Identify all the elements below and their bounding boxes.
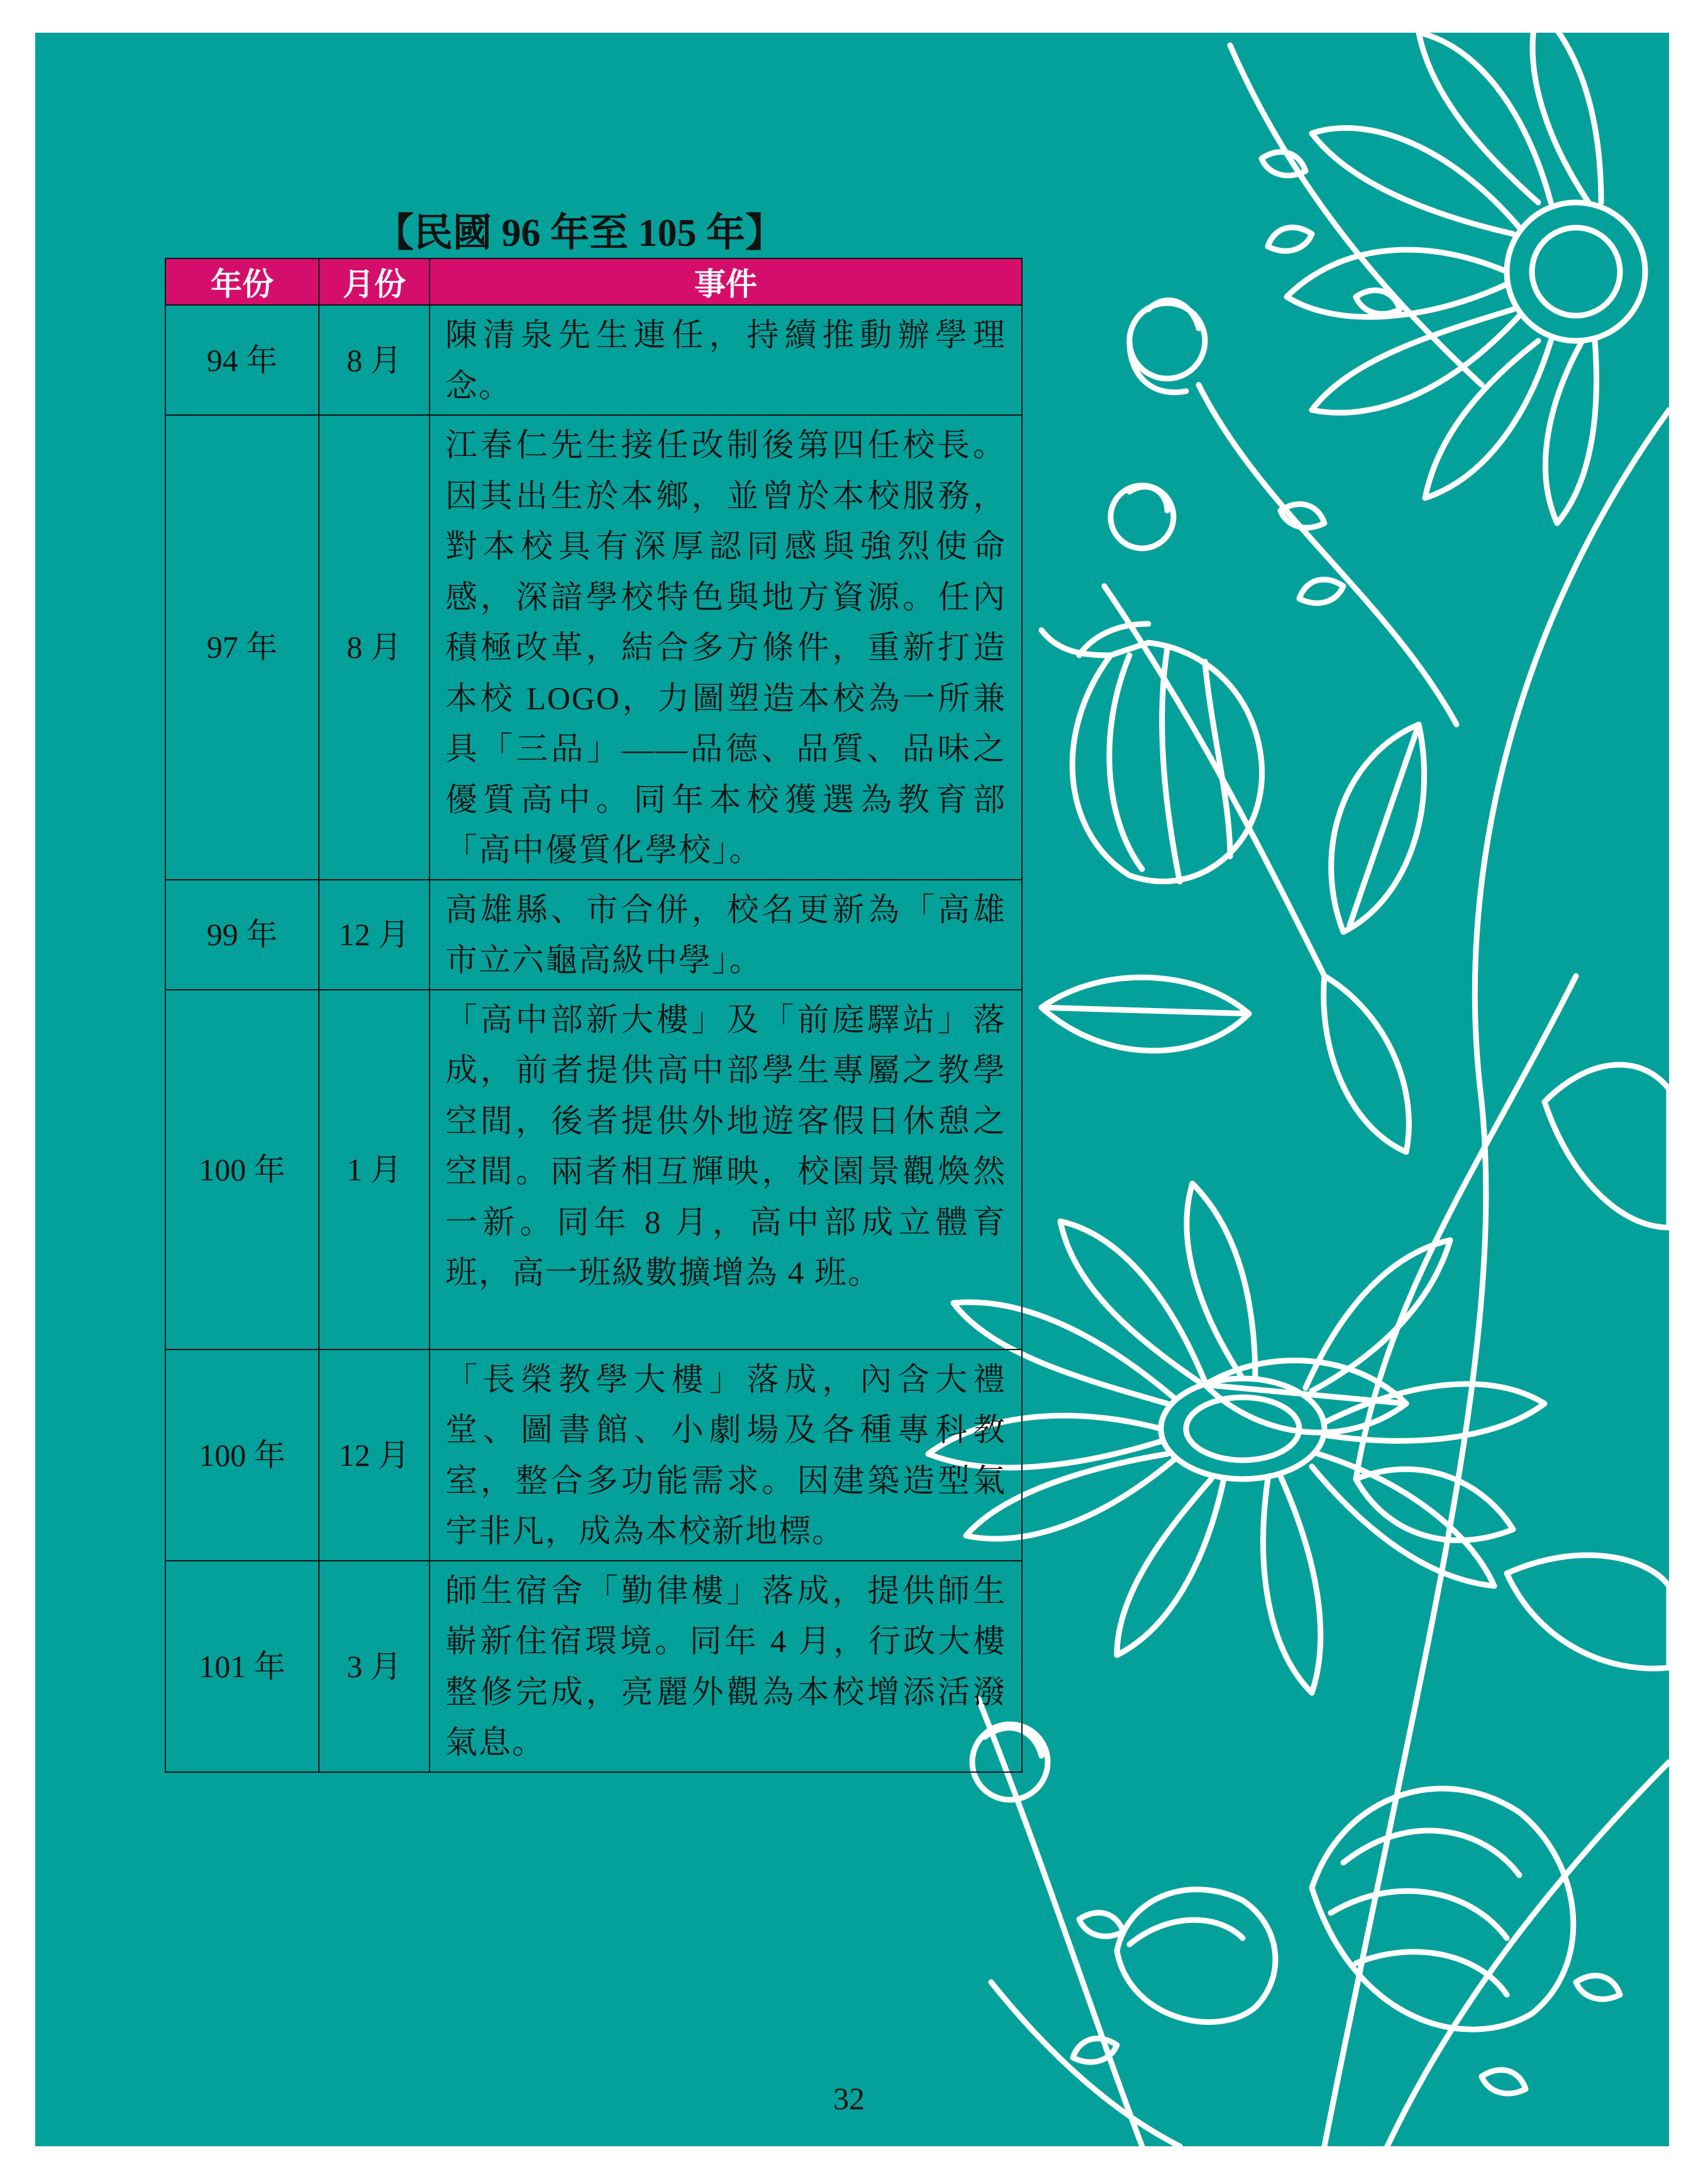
table-row <box>165 880 1022 990</box>
history-table <box>165 258 1023 1773</box>
row-event: 「長榮教學大樓」落成，內含大禮堂、圖書館、小劇場及各種專科教室，整合多功能需求。因建築造型氣宇非凡，成為本校新地標。 <box>430 1350 1022 1561</box>
row-year: 100 年 <box>165 990 319 1350</box>
row-year: 100 年 <box>165 1350 319 1561</box>
page-title: 【民國 96 年至 105 年】 <box>375 212 785 255</box>
table-row <box>165 990 1022 1350</box>
table-row <box>165 305 1022 415</box>
page-number: 32 <box>833 2081 865 2116</box>
row-month: 12 月 <box>319 880 430 990</box>
table-row <box>165 1350 1022 1561</box>
row-event: 「高中部新大樓」及「前庭驛站」落成，前者提供高中部學生專屬之教學空間，後者提供外地遊客假日休憩之空間。兩者相互輝映，校園景觀煥然一新。同年 8 月，高中部成立體育班，高一班級數擴增為 4 班。 <box>430 990 1022 1350</box>
row-month: 12 月 <box>319 1350 430 1561</box>
row-month: 1 月 <box>319 990 430 1350</box>
table-header-row <box>165 258 1022 305</box>
row-year: 99 年 <box>165 880 319 990</box>
header-event: 事件 <box>430 258 1022 305</box>
row-event: 陳清泉先生連任，持續推動辦學理念。 <box>430 305 1022 415</box>
header-month: 月份 <box>319 258 430 305</box>
row-year: 101 年 <box>165 1561 319 1772</box>
row-year: 97 年 <box>165 415 319 880</box>
row-event: 師生宿舍「勤律樓」落成，提供師生嶄新住宿環境。同年 4 月，行政大樓整修完成，亮麗外觀為本校增添活潑氣息。 <box>430 1561 1022 1772</box>
row-month: 8 月 <box>319 415 430 880</box>
row-month: 3 月 <box>319 1561 430 1772</box>
row-year: 94 年 <box>165 305 319 415</box>
row-event: 江春仁先生接任改制後第四任校長。因其出生於本鄉，並曾於本校服務，對本校具有深厚認同感與強烈使命感，深諳學校特色與地方資源。任內積極改革，結合多方條件，重新打造本校 LOGO，力圖塑造本校為一所兼具「三品」——品德、品質、品味之優質高中。同年本校獲選為教育部「高中優質化學校」。 <box>430 415 1022 880</box>
row-event: 高雄縣、市合併，校名更新為「高雄市立六龜高級中學」。 <box>430 880 1022 990</box>
table-row <box>165 415 1022 880</box>
row-month: 8 月 <box>319 305 430 415</box>
header-year: 年份 <box>165 258 319 305</box>
table-row <box>165 1561 1022 1772</box>
